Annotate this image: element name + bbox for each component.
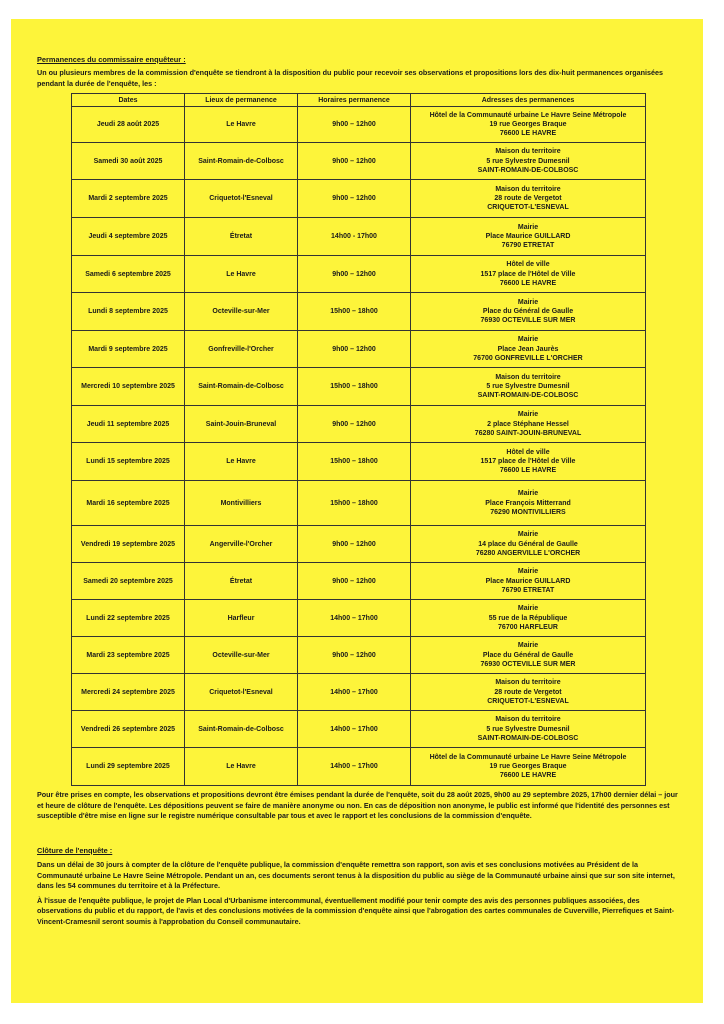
cell-lieu: Saint-Romain-de-Colbosc [185, 143, 298, 180]
header-lieux: Lieux de permanence [185, 94, 298, 107]
address-line: Hôtel de ville [506, 261, 550, 269]
cell-date: Vendredi 26 septembre 2025 [72, 711, 185, 748]
cell-adresse [411, 481, 646, 526]
address-line: Place Maurice GUILLARD [485, 577, 571, 585]
address-line: 76930 OCTEVILLE SUR MER [480, 660, 576, 668]
table-row [72, 481, 646, 526]
table-header-row [72, 94, 646, 107]
address-line: 76600 LE HAVRE [499, 279, 557, 287]
closure-paragraph-2: À l'issue de l'enquête publique, le projet de Plan Local d'Urbanisme intercommunal, éventuellement modifié pour tenir compte des avis des personnes publiques associées, des observations du public et du rapport, de l'avis et des conclusions motivées de la commission d'enquête ainsi que l'abrogation des cartes communales de Cuverville, Pierrefiques et Saint-Vincent-Cramesnil seront soumis à l'approbation du Conseil communautaire. [37, 895, 675, 926]
address-line: 1517 place de l'Hôtel de Ville [480, 270, 576, 278]
cell-date: Mardi 16 septembre 2025 [72, 481, 185, 526]
table-row [72, 107, 646, 143]
cell-adresse [411, 563, 646, 600]
header-dates: Dates [72, 94, 185, 107]
address-line: Mairie [517, 336, 539, 344]
address-line: CRIQUETOT-L'ESNEVAL [487, 697, 569, 705]
address-line: Mairie [517, 411, 539, 419]
cell-date: Samedi 6 septembre 2025 [72, 256, 185, 293]
cell-adresse [411, 256, 646, 293]
address-line: 76930 OCTEVILLE SUR MER [480, 317, 576, 325]
cell-adresse [411, 600, 646, 637]
table-row [72, 674, 646, 711]
cell-date: Mardi 23 septembre 2025 [72, 637, 185, 674]
table-row [72, 563, 646, 600]
table-row [72, 637, 646, 674]
cell-horaire: 9h00 – 12h00 [298, 526, 411, 563]
address-line: 76290 MONTIVILLIERS [490, 508, 566, 516]
address-line: 5 rue Sylvestre Dumesnil [486, 157, 570, 165]
cell-lieu: Étretat [185, 218, 298, 256]
cell-horaire: 15h00 – 18h00 [298, 443, 411, 481]
cell-adresse [411, 143, 646, 180]
document-page [11, 19, 703, 1003]
section-title-cloture: Clôture de l'enquête : [37, 845, 113, 855]
address-line: 28 route de Vergetot [494, 195, 562, 203]
address-line: 76790 ETRETAT [501, 586, 555, 594]
cell-lieu: Saint-Jouin-Bruneval [185, 406, 298, 443]
cell-date: Jeudi 4 septembre 2025 [72, 218, 185, 256]
permanences-table [71, 93, 646, 786]
address-line: 55 rue de la République [488, 614, 568, 622]
table-row [72, 293, 646, 331]
table-row [72, 368, 646, 406]
cell-horaire: 9h00 – 12h00 [298, 563, 411, 600]
cell-adresse [411, 218, 646, 256]
address-line: Mairie [517, 298, 539, 306]
cell-date: Mardi 9 septembre 2025 [72, 331, 185, 368]
cell-horaire: 9h00 – 12h00 [298, 406, 411, 443]
cell-adresse [411, 711, 646, 748]
address-line: Mairie [517, 223, 539, 231]
cell-adresse [411, 637, 646, 674]
cell-adresse [411, 443, 646, 481]
cell-date: Mercredi 10 septembre 2025 [72, 368, 185, 406]
address-line: 76280 ANGERVILLE L'ORCHER [475, 549, 581, 557]
cell-adresse [411, 526, 646, 563]
cell-adresse [411, 674, 646, 711]
cell-adresse [411, 293, 646, 331]
table-row [72, 748, 646, 786]
address-line: Maison du territoire [495, 679, 561, 687]
address-line: Place du Général de Gaulle [482, 651, 574, 659]
cell-date: Vendredi 19 septembre 2025 [72, 526, 185, 563]
cell-horaire: 15h00 – 18h00 [298, 481, 411, 526]
address-line: 76280 SAINT-JOUIN-BRUNEVAL [474, 429, 582, 437]
address-line: Mairie [517, 531, 539, 539]
cell-lieu: Le Havre [185, 748, 298, 786]
cell-date: Lundi 29 septembre 2025 [72, 748, 185, 786]
table-row [72, 180, 646, 218]
address-line: 76600 LE HAVRE [499, 130, 557, 138]
address-line: CRIQUETOT-L'ESNEVAL [487, 204, 569, 212]
cell-lieu: Harfleur [185, 600, 298, 637]
submission-paragraph: Pour être prises en compte, les observations et propositions devront être émises pendant la durée de l'enquête, soit du 28 août 2025, 9h00 au 29 septembre 2025, 17h00 dernier délai – jour et heure de clôture de l'enquête. Les dépositions peuvent se faire de manière anonyme ou non. En cas de déposition non anonyme, le public est informé que l'identité des personnes est susceptible d'être mise en ligne sur le registre numérique consultable par tous et avec le rapport et les conclusions de la commission d'enquête. [37, 790, 678, 821]
table-row [72, 143, 646, 180]
address-line: 76700 HARFLEUR [498, 623, 558, 631]
intro-paragraph: Un ou plusieurs membres de la commission d'enquête se tiendront à la disposition du public pour recevoir ses observations et propositions lors des dix-huit permanences organisées pendant la durée de l'enquête, les : [37, 68, 663, 88]
address-line: 76600 LE HAVRE [499, 772, 557, 780]
cell-horaire: 9h00 – 12h00 [298, 143, 411, 180]
cell-horaire: 9h00 – 12h00 [298, 637, 411, 674]
address-line: SAINT-ROMAIN-DE-COLBOSC [477, 166, 579, 174]
table-row [72, 218, 646, 256]
address-line: Place du Général de Gaulle [482, 308, 574, 316]
cell-horaire: 9h00 – 12h00 [298, 256, 411, 293]
cell-lieu: Saint-Romain-de-Colbosc [185, 368, 298, 406]
section-title-permanences: Permanences du commissaire enquêteur : [37, 55, 186, 64]
table-row [72, 526, 646, 563]
address-line: 19 rue Georges Braque [489, 763, 567, 771]
address-line: 14 place du Général de Gaulle [478, 540, 578, 548]
cell-horaire: 15h00 – 18h00 [298, 368, 411, 406]
cell-lieu: Angerville-l'Orcher [185, 526, 298, 563]
address-line: 19 rue Georges Braque [489, 121, 567, 129]
table-row [72, 711, 646, 748]
cell-horaire: 14h00 – 17h00 [298, 711, 411, 748]
cell-adresse [411, 180, 646, 218]
table-row [72, 331, 646, 368]
table-row [72, 443, 646, 481]
cell-adresse [411, 748, 646, 786]
cell-date: Lundi 22 septembre 2025 [72, 600, 185, 637]
address-line: 5 rue Sylvestre Dumesnil [486, 725, 570, 733]
header-adresses: Adresses des permanences [411, 94, 646, 107]
address-line: Maison du territoire [495, 373, 561, 381]
cell-adresse [411, 331, 646, 368]
cell-adresse [411, 107, 646, 143]
address-line: 2 place Stéphane Hessel [487, 420, 569, 428]
cell-adresse [411, 406, 646, 443]
address-line: Place Jean Jaurès [497, 345, 559, 353]
header-horaires: Horaires permanence [298, 94, 411, 107]
cell-date: Lundi 15 septembre 2025 [72, 443, 185, 481]
cell-lieu: Criquetot-l'Esneval [185, 674, 298, 711]
address-line: Hôtel de la Communauté urbaine Le Havre Seine Métropole [429, 111, 627, 119]
address-line: Hôtel de la Communauté urbaine Le Havre Seine Métropole [429, 753, 627, 761]
address-line: Mairie [517, 568, 539, 576]
address-line: Mairie [517, 642, 539, 650]
cell-horaire: 14h00 – 17h00 [298, 674, 411, 711]
cell-lieu: Le Havre [185, 443, 298, 481]
cell-lieu: Criquetot-l'Esneval [185, 180, 298, 218]
cell-horaire: 15h00 – 18h00 [298, 293, 411, 331]
cell-date: Mercredi 24 septembre 2025 [72, 674, 185, 711]
cell-lieu: Octeville-sur-Mer [185, 637, 298, 674]
cell-lieu: Gonfreville-l'Orcher [185, 331, 298, 368]
table-body [72, 107, 646, 786]
address-line: 28 route de Vergetot [494, 688, 562, 696]
cell-date: Jeudi 28 août 2025 [72, 107, 185, 143]
address-line: Hôtel de ville [506, 448, 550, 456]
table-row [72, 406, 646, 443]
cell-horaire: 14h00 – 17h00 [298, 600, 411, 637]
closure-paragraph-1: Dans un délai de 30 jours à compter de la clôture de l'enquête publique, la commission d'enquête remettra son rapport, son avis et ses conclusions motivées au Président de la Communauté urbaine Le Havre Seine Métropole. Pendant un an, ces documents seront tenus à la disposition du public au siège de la Communauté urbaine ainsi que sur son site internet, dans les 54 communes du territoire et à la Préfecture. [37, 859, 675, 891]
address-line: 76790 ETRETAT [501, 242, 555, 250]
cell-lieu: Le Havre [185, 256, 298, 293]
address-line: 5 rue Sylvestre Dumesnil [486, 383, 570, 391]
address-line: Maison du territoire [495, 716, 561, 724]
cell-date: Samedi 20 septembre 2025 [72, 563, 185, 600]
cell-horaire: 14h00 - 17h00 [298, 218, 411, 256]
table-row [72, 600, 646, 637]
cell-horaire: 14h00 – 17h00 [298, 748, 411, 786]
address-line: 76700 GONFREVILLE L'ORCHER [473, 354, 583, 362]
cell-horaire: 9h00 – 12h00 [298, 107, 411, 143]
cell-date: Jeudi 11 septembre 2025 [72, 406, 185, 443]
cell-horaire: 9h00 – 12h00 [298, 331, 411, 368]
table-row [72, 256, 646, 293]
cell-adresse [411, 368, 646, 406]
address-line: Maison du territoire [495, 185, 561, 193]
cell-lieu: Montivilliers [185, 481, 298, 526]
address-line: Mairie [517, 490, 539, 498]
address-line: 76600 LE HAVRE [499, 467, 557, 475]
address-line: SAINT-ROMAIN-DE-COLBOSC [477, 392, 579, 400]
address-line: Place Maurice GUILLARD [485, 233, 571, 241]
address-line: Maison du territoire [495, 148, 561, 156]
cell-lieu: Octeville-sur-Mer [185, 293, 298, 331]
cell-lieu: Étretat [185, 563, 298, 600]
cell-date: Samedi 30 août 2025 [72, 143, 185, 180]
cell-date: Lundi 8 septembre 2025 [72, 293, 185, 331]
address-line: Place François Mitterrand [485, 499, 571, 507]
cell-date: Mardi 2 septembre 2025 [72, 180, 185, 218]
cell-lieu: Saint-Romain-de-Colbosc [185, 711, 298, 748]
address-line: 1517 place de l'Hôtel de Ville [480, 458, 576, 466]
cell-horaire: 9h00 – 12h00 [298, 180, 411, 218]
address-line: Mairie [517, 605, 539, 613]
address-line: SAINT-ROMAIN-DE-COLBOSC [477, 734, 579, 742]
cell-lieu: Le Havre [185, 107, 298, 143]
